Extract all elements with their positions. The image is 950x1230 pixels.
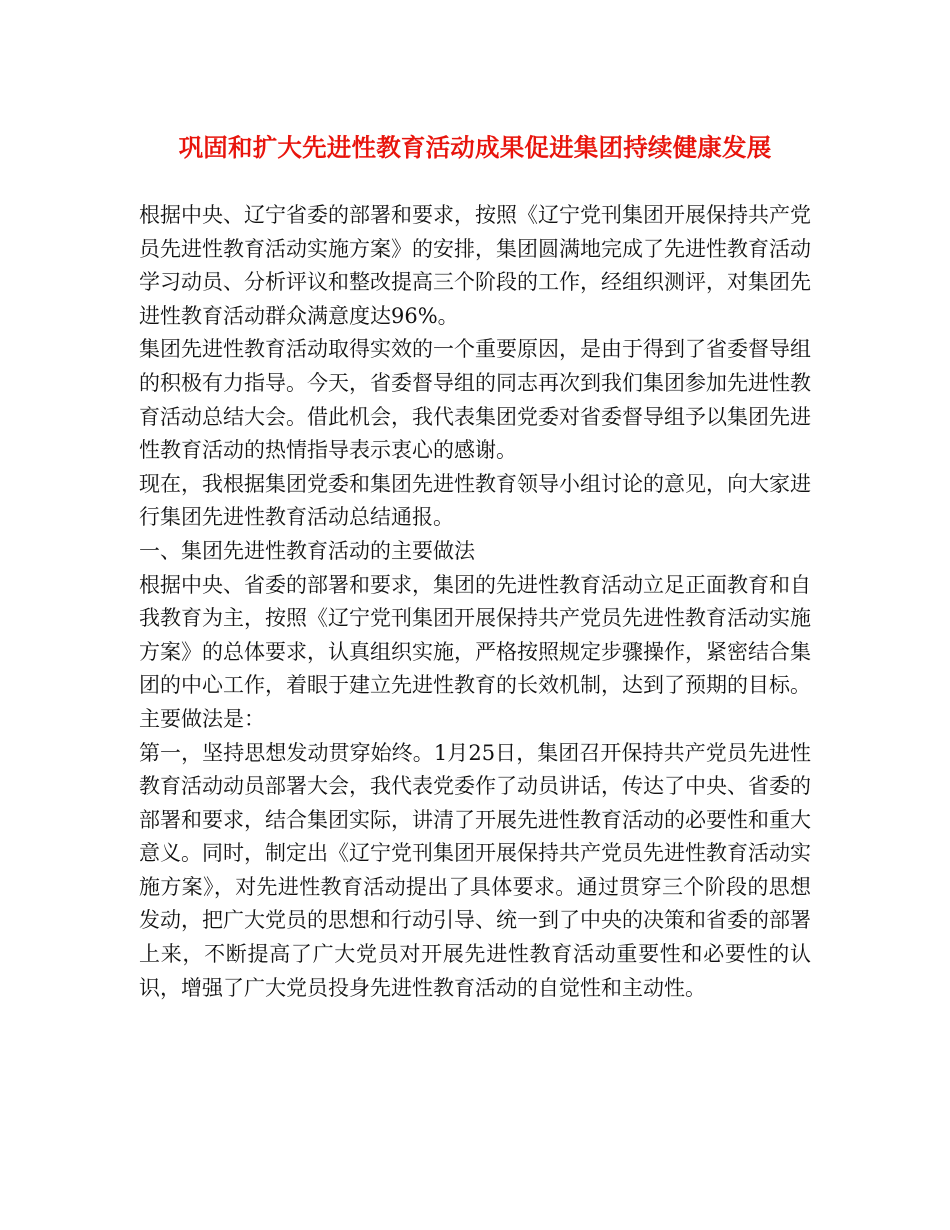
paragraph-intro: 根据中央、辽宁省委的部署和要求，按照《辽宁党刊集团开展保持共产党员先进性教育活动实施方案》的安排，集团圆满地完成了先进性教育活动学习动员、分析评议和整改提高三个阶段的工作，经组织测评，对集团先进性教育活动群众满意度达96%。 <box>139 203 811 328</box>
paragraph-acknowledgement: 集团先进性教育活动取得实效的一个重要原因，是由于得到了省委督导组的积极有力指导。今天，省委督导组的同志再次到我们集团参加先进性教育活动总结大会。借此机会，我代表集团党委对省委督导组予以集团先进性教育活动的热情指导表示衷心的感谢。 <box>139 337 811 463</box>
document-title: 巩固和扩大先进性教育活动成果促进集团持续健康发展 <box>178 133 772 162</box>
document-body <box>139 199 811 1005</box>
section-heading-main-methods: 一、集团先进性教育活动的主要做法 <box>139 538 475 563</box>
paragraph-first-point: 第一，坚持思想发动贯穿始终。1月25日，集团召开保持共产党员先进性教育活动动员部署大会，我代表党委作了动员讲话，传达了中央、省委的部署和要求，结合集团实际，讲清了开展先进性教育活动的必要性和重大意义。同时，制定出《辽宁党刊集团开展保持共产党员先进性教育活动实施方案》，对先进性教育活动提出了具体要求。通过贯穿三个阶段的思想发动，把广大党员的思想和行动引导、统一到了中央的决策和省委的部署上来，不断提高了广大党员对开展先进性教育活动重要性和必要性的认识，增强了广大党员投身先进性教育活动的自觉性和主动性。 <box>139 740 811 1000</box>
paragraph-report-intro: 现在，我根据集团党委和集团先进性教育领导小组讨论的意见，向大家进行集团先进性教育活动总结通报。 <box>139 471 811 530</box>
paragraph-methods-overview: 根据中央、省委的部署和要求，集团的先进性教育活动立足正面教育和自我教育为主，按照《辽宁党刊集团开展保持共产党员先进性教育活动实施方案》的总体要求，认真组织实施，严格按照规定步骤操作，紧密结合集团的中心工作，着眼于建立先进性教育的长效机制，达到了预期的目标。主要做法是： <box>139 572 811 731</box>
